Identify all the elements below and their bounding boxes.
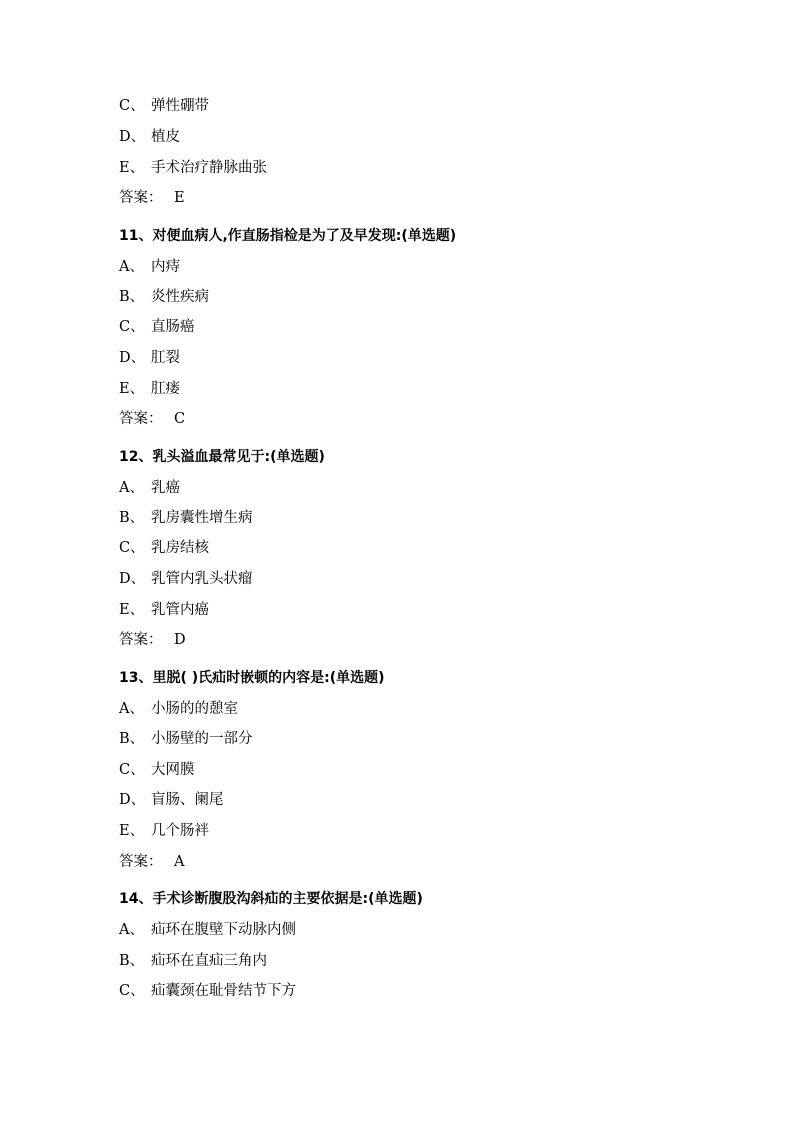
answer-label: 答案：: [119, 411, 163, 427]
option-text: 肛瘘: [151, 381, 180, 397]
option-text: 植皮: [151, 129, 180, 145]
option-text: 内痔: [151, 259, 180, 275]
answer-label: 答案：: [119, 632, 163, 648]
option-text: 手术治疗静脉曲张: [151, 160, 267, 176]
answer-value: E: [174, 190, 185, 206]
option-letter: C、: [119, 540, 145, 556]
option-c: [119, 760, 195, 780]
option-letter: B、: [119, 289, 145, 305]
option-text: 盲肠、阑尾: [151, 792, 224, 808]
option-letter: B、: [119, 510, 145, 526]
option-letter: E、: [119, 602, 145, 618]
option-a: [119, 920, 296, 940]
option-text: 小肠壁的一部分: [151, 731, 253, 747]
option-text: 小肠的的憩室: [151, 701, 238, 717]
option-e: [119, 158, 267, 178]
option-b: [119, 508, 253, 528]
option-a: [119, 478, 180, 498]
option-text: 大网膜: [151, 762, 195, 778]
option-c: [119, 96, 209, 116]
option-letter: C、: [119, 762, 145, 778]
option-letter: E、: [119, 823, 145, 839]
answer-label: 答案：: [119, 190, 163, 206]
option-letter: E、: [119, 160, 145, 176]
option-c: [119, 317, 195, 337]
option-d: [119, 348, 180, 368]
answer-line: [119, 188, 185, 208]
option-letter: C、: [119, 98, 145, 114]
option-e: [119, 821, 209, 841]
option-letter: D、: [119, 792, 146, 808]
option-a: [119, 257, 180, 277]
question-13: 13、里脱( )氏疝时嵌顿的内容是:(单选题): [119, 670, 385, 686]
option-text: 疝囊颈在耻骨结节下方: [151, 983, 296, 999]
answer-value: D: [174, 632, 186, 648]
option-text: 乳房结核: [151, 540, 209, 556]
option-letter: C、: [119, 983, 145, 999]
answer-line: [119, 630, 186, 650]
option-b: [119, 951, 267, 971]
answer-line: [119, 409, 185, 429]
option-letter: E、: [119, 381, 145, 397]
option-text: 几个肠袢: [151, 823, 209, 839]
option-letter: D、: [119, 571, 146, 587]
answer-value: A: [174, 854, 185, 870]
option-letter: D、: [119, 350, 146, 366]
option-letter: A、: [119, 259, 144, 275]
option-letter: A、: [119, 922, 144, 938]
option-e: [119, 600, 209, 620]
option-letter: A、: [119, 701, 144, 717]
answer-label: 答案：: [119, 854, 163, 870]
option-letter: B、: [119, 731, 145, 747]
option-text: 直肠癌: [151, 319, 195, 335]
option-b: [119, 729, 253, 749]
question-12: 12、乳头溢血最常见于:(单选题): [119, 449, 325, 465]
option-text: 弹性硼带: [151, 98, 209, 114]
option-text: 疝环在直疝三角内: [151, 953, 267, 969]
option-d: [119, 127, 180, 147]
answer-value: C: [174, 411, 186, 427]
option-e: [119, 379, 180, 399]
question-11: 11、对便血病人,作直肠指检是为了及早发现:(单选题): [119, 228, 457, 244]
option-text: 乳房囊性增生病: [151, 510, 253, 526]
option-a: [119, 699, 238, 719]
option-text: 乳管内癌: [151, 602, 209, 618]
option-c: [119, 981, 296, 1001]
option-text: 乳癌: [151, 480, 180, 496]
option-letter: A、: [119, 480, 144, 496]
option-d: [119, 569, 253, 589]
answer-line: [119, 852, 184, 872]
option-text: 乳管内乳头状瘤: [151, 571, 253, 587]
option-c: [119, 538, 209, 558]
option-d: [119, 790, 224, 810]
option-letter: C、: [119, 319, 145, 335]
option-text: 疝环在腹壁下动脉内侧: [151, 922, 296, 938]
option-letter: D、: [119, 129, 146, 145]
option-text: 肛裂: [151, 350, 180, 366]
question-14: 14、手术诊断腹股沟斜疝的主要依据是:(单选题): [119, 891, 423, 907]
option-text: 炎性疾病: [151, 289, 209, 305]
option-letter: B、: [119, 953, 145, 969]
option-b: [119, 287, 209, 307]
